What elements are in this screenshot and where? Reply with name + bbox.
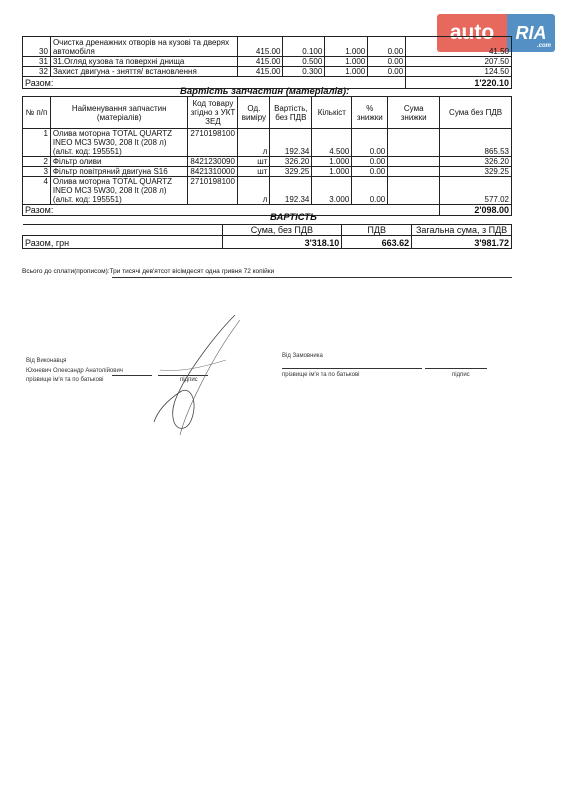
summary-header-no-vat: Сума, без ПДВ xyxy=(222,225,342,236)
header-code: Код товару згідно з УКТ ЗЕД xyxy=(188,97,238,129)
part-sum: 577.02 xyxy=(440,177,512,205)
customer-name-line xyxy=(282,368,422,369)
parts-header-row xyxy=(23,97,512,129)
works-total-value: 1'220.10 xyxy=(406,77,512,89)
summary-header-row xyxy=(23,225,512,236)
summary-header-vat: ПДВ xyxy=(342,225,412,236)
part-sum: 865.53 xyxy=(440,129,512,157)
customer-sign-line xyxy=(425,368,487,369)
work-qty: 0.500 xyxy=(283,57,325,67)
header-no: № п/п xyxy=(23,97,51,129)
part-disc-sum xyxy=(388,129,440,157)
header-disc-pct: % знижки xyxy=(352,97,388,129)
customer-label: Від Замовника xyxy=(282,353,323,359)
watermark-ria-text xyxy=(507,14,555,52)
work-price: 415.00 xyxy=(238,67,283,77)
table-row xyxy=(23,129,512,157)
parts-total-value: 2'098.00 xyxy=(440,205,512,216)
parts-total-row xyxy=(23,205,512,216)
part-code: 8421310000 xyxy=(188,167,238,177)
works-total-label: Разом: xyxy=(23,77,406,89)
work-no: 31 xyxy=(23,57,51,67)
work-qty: 0.100 xyxy=(283,37,325,57)
customer-caption-name: прізвище ім'я та по батькові xyxy=(282,372,360,378)
executor-caption-sign: підпис xyxy=(180,377,198,383)
executor-label: Від Виконавця xyxy=(26,358,67,364)
work-coef: 1.000 xyxy=(325,37,368,57)
part-price: 326.20 xyxy=(270,157,312,167)
work-qty: 0.300 xyxy=(283,67,325,77)
work-name: 31.Огляд кузова та поверхні днища xyxy=(50,57,238,67)
table-row xyxy=(23,157,512,167)
header-qty: Кількіст xyxy=(312,97,352,129)
part-sum: 326.20 xyxy=(440,157,512,167)
part-no: 2 xyxy=(23,157,51,167)
executor-caption-name: прізвище ім'я та по батькові xyxy=(26,377,104,383)
work-no: 30 xyxy=(23,37,51,57)
part-price: 329.25 xyxy=(270,167,312,177)
part-unit: л xyxy=(238,129,270,157)
work-price: 415.00 xyxy=(238,57,283,67)
parts-table xyxy=(22,96,512,216)
part-name: Олива моторна TOTAL QUARTZ INEO MC3 5W30, 208 lt (208 л) (альт. код: 195551) xyxy=(50,129,188,157)
summary-row xyxy=(23,236,512,249)
work-disc: 0.00 xyxy=(368,67,406,77)
part-disc-sum xyxy=(388,177,440,205)
work-coef: 1.000 xyxy=(325,67,368,77)
work-sum: 41.50 xyxy=(406,37,512,57)
part-no: 4 xyxy=(23,177,51,205)
summary-row-label: Разом, грн xyxy=(23,236,223,249)
part-disc: 0.00 xyxy=(352,177,388,205)
work-disc: 0.00 xyxy=(368,57,406,67)
part-code: 2710198100 xyxy=(188,129,238,157)
summary-title: ВАРТІСТЬ xyxy=(270,212,317,223)
watermark-auto-text: auto xyxy=(437,14,507,52)
summary-no-vat: 3'318.10 xyxy=(222,236,342,249)
work-name: Захист двигуна - зняття/ встановлення xyxy=(50,67,238,77)
part-unit: шт xyxy=(238,167,270,177)
handwritten-signature xyxy=(140,310,250,440)
part-name: Фільтр оливи xyxy=(50,157,188,167)
executor-name: Юхневич Олександр Анатолійович xyxy=(26,368,123,374)
summary-total: 3'981.72 xyxy=(412,236,512,249)
amount-in-words: Всього до сплати(прописом):Три тисячі дев'ятсот вісімдесят одна гривня 72 копійки xyxy=(22,268,275,275)
part-price: 192.34 xyxy=(270,177,312,205)
table-row xyxy=(23,67,512,77)
parts-total-label: Разом: xyxy=(23,205,440,216)
amount-in-words-underline xyxy=(112,277,512,278)
part-price: 192.34 xyxy=(270,129,312,157)
table-row xyxy=(23,177,512,205)
work-sum: 207.50 xyxy=(406,57,512,67)
watermark-ria-label: RIA xyxy=(515,22,547,43)
table-row xyxy=(23,37,512,57)
table-row xyxy=(23,57,512,67)
part-disc: 0.00 xyxy=(352,157,388,167)
work-no: 32 xyxy=(23,67,51,77)
summary-table xyxy=(22,224,512,249)
summary-header-total: Загальна сума, з ПДВ xyxy=(412,225,512,236)
header-name: Найменування запчастин (матеріалів) xyxy=(50,97,188,129)
part-qty: 4.500 xyxy=(312,129,352,157)
part-name: Фільтр повітряний двигуна S16 xyxy=(50,167,188,177)
part-disc: 0.00 xyxy=(352,167,388,177)
part-code: 2710198100 xyxy=(188,177,238,205)
part-disc-sum xyxy=(388,167,440,177)
part-no: 1 xyxy=(23,129,51,157)
part-qty: 1.000 xyxy=(312,167,352,177)
part-unit: шт xyxy=(238,157,270,167)
part-disc-sum xyxy=(388,157,440,167)
summary-empty-cell xyxy=(23,225,223,236)
work-coef: 1.000 xyxy=(325,57,368,67)
part-qty: 1.000 xyxy=(312,157,352,167)
works-table xyxy=(22,36,512,89)
summary-vat: 663.62 xyxy=(342,236,412,249)
header-sum: Сума без ПДВ xyxy=(440,97,512,129)
part-name: Олива моторна TOTAL QUARTZ INEO MC3 5W30, 208 lt (208 л) (альт. код: 195551) xyxy=(50,177,188,205)
header-unit: Од. виміру xyxy=(238,97,270,129)
part-no: 3 xyxy=(23,167,51,177)
table-row xyxy=(23,167,512,177)
work-name: Очистка дренажних отворів на кузові та дверях автомобіля xyxy=(50,37,238,57)
part-sum: 329.25 xyxy=(440,167,512,177)
part-code: 8421230090 xyxy=(188,157,238,167)
work-sum: 124.50 xyxy=(406,67,512,77)
work-disc: 0.00 xyxy=(368,37,406,57)
header-price: Вартість, без ПДВ xyxy=(270,97,312,129)
part-qty: 3.000 xyxy=(312,177,352,205)
header-disc-sum: Сума знижки xyxy=(388,97,440,129)
customer-caption-sign: підпис xyxy=(452,372,470,378)
watermark-com-label: .com xyxy=(536,43,551,49)
part-unit: л xyxy=(238,177,270,205)
part-disc: 0.00 xyxy=(352,129,388,157)
work-price: 415.00 xyxy=(238,37,283,57)
parts-title: Вартість запчастин (матеріалів): xyxy=(180,86,350,97)
